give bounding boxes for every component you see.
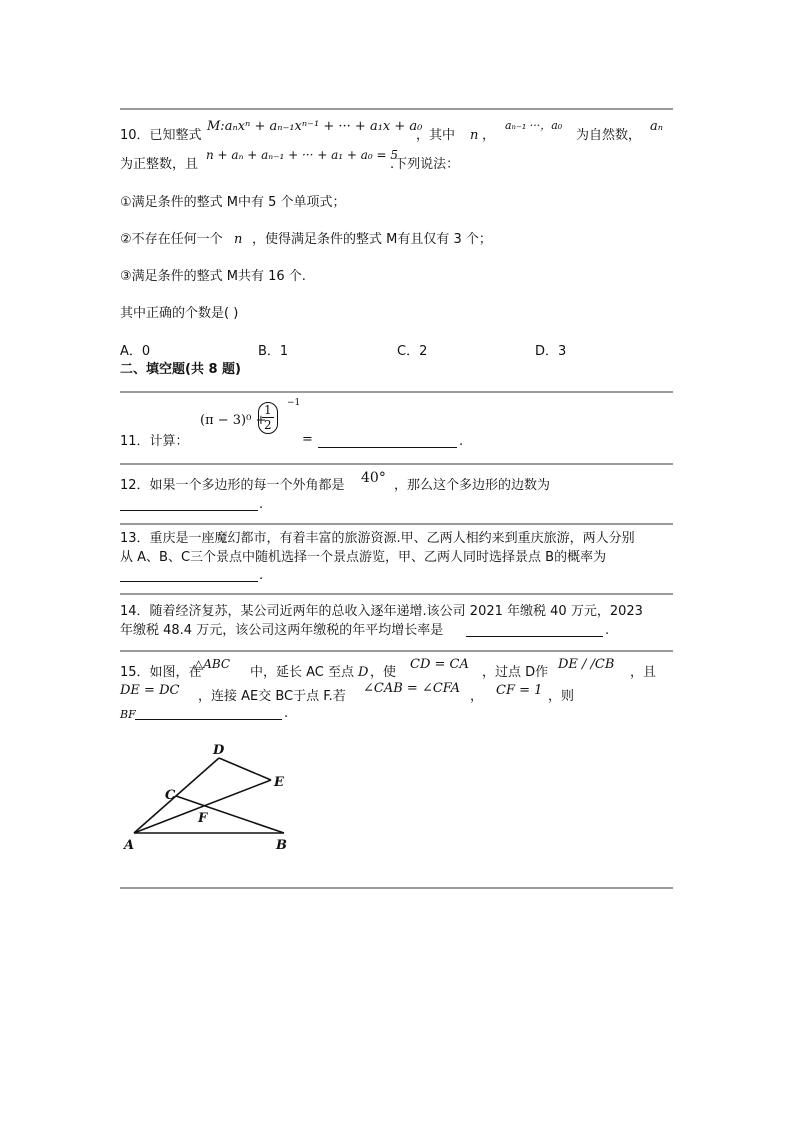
label-e: E [274, 775, 284, 790]
q10-statement-2b: ，使得满足条件的整式 M有且仅有 3 个； [252, 232, 492, 247]
q11-label: 11．计算： [120, 434, 189, 449]
q10-option-a[interactable]: A．0 [120, 344, 151, 359]
q10-following: .下列说法： [390, 157, 460, 172]
label-b: B [276, 838, 287, 853]
segment-de [219, 758, 271, 780]
q10-option-b[interactable]: B．1 [258, 344, 289, 359]
q13-line-2: 从 A、B、C三个景点中随机选择一个景点游览，甲、乙两人同时选择景点 B的概率为 [120, 550, 607, 565]
q10-option-c[interactable]: C．2 [397, 344, 428, 359]
q15-cond-cf: CF = 1 [496, 683, 543, 698]
q11-answer-blank[interactable] [318, 447, 457, 448]
q15-make: ，使 [370, 665, 397, 680]
q15-comma: ， [470, 689, 484, 704]
q13-answer-blank[interactable] [120, 581, 258, 582]
q11-expr: (π − 3)⁰ + [200, 413, 267, 428]
q15-cond-de-dc: DE = DC [120, 683, 180, 698]
q10-formula-M: M:aₙxⁿ + aₙ₋₁xⁿ⁻¹ + ··· + a₁x + a₀ [207, 119, 423, 134]
label-f: F [198, 811, 208, 826]
q10-statement-2a: ②不存在任何一个 [120, 232, 223, 247]
q10-var-an: aₙ [650, 119, 664, 134]
q12-text-b: ，那么这个多边形的边数为 [394, 478, 551, 493]
q10-text-where: ，其中 [416, 128, 456, 143]
q15-cond-angles: ∠CAB = ∠CFA [363, 681, 461, 696]
q15-triangle: △ABC [194, 657, 231, 671]
q10-statement-3: ③满足条件的整式 M共有 16 个. [120, 269, 306, 284]
q15-connect: ，连接 AE交 BC于点 F.若 [198, 689, 346, 704]
divider-before-q15 [120, 650, 673, 652]
q11-fraction [258, 402, 278, 434]
q10-natural: 为自然数， [576, 128, 642, 143]
q11-period: . [459, 434, 464, 449]
label-c: C [165, 788, 176, 803]
q10-intro: 10．已知整式 [120, 128, 202, 143]
q14-answer-blank[interactable] [466, 636, 603, 637]
q13-line-1: 13．重庆是一座魔幻都市，有着丰富的旅游资源.甲、乙两人相约来到重庆旅游，两人分别 [120, 531, 635, 546]
q10-var-n: n [470, 128, 479, 143]
label-a: A [124, 838, 135, 853]
q15-period: . [284, 706, 289, 721]
q12-text: 12．如果一个多边形的每一个外角都是 [120, 478, 345, 493]
q10-ask: 其中正确的个数是( ) [120, 306, 239, 321]
q10-coeffs: aₙ₋₁ ···，a₀ [505, 119, 563, 132]
q15-geometry-figure [110, 740, 310, 860]
q15-through-d: ，过点 D作 [482, 665, 549, 680]
q15-bf: BF [120, 708, 136, 721]
q15-intro: 15．如图，在 [120, 665, 202, 680]
divider-before-q12 [120, 463, 673, 465]
segment-cb [176, 796, 284, 833]
q12-period: . [259, 497, 264, 512]
label-d: D [213, 743, 225, 758]
top-divider [120, 108, 673, 110]
q10-statement-1: ①满足条件的整式 M中有 5 个单项式； [120, 195, 346, 210]
q12-answer-blank[interactable] [120, 510, 258, 511]
q15-extend: 中，延长 AC 至点 [250, 665, 355, 680]
q10-option-d[interactable]: D．3 [535, 344, 567, 359]
q13-period: . [259, 568, 264, 583]
divider-before-q14 [120, 593, 673, 595]
q15-point-d: D [358, 665, 369, 680]
section-2-title: 二、填空题(共 8 题) [120, 362, 241, 377]
q14-line-2: 年缴税 48.4 万元，该公司这两年缴税的年平均增长率是 [120, 623, 444, 638]
q10-positive: 为正整数，且 [120, 157, 199, 172]
q11-exponent: −1 [287, 398, 301, 408]
divider-before-q11 [120, 391, 673, 393]
q10-statement-2-n: n [234, 232, 243, 247]
q15-answer-blank[interactable] [135, 719, 282, 720]
q14-period: . [605, 623, 610, 638]
bottom-divider [120, 887, 673, 889]
q15-cond-de-cb: DE / /CB [558, 657, 615, 672]
divider-before-q13 [120, 523, 673, 525]
q11-frac-denominator: 2 [264, 418, 272, 433]
q15-cond-cd-ca: CD = CA [410, 657, 469, 672]
q11-frac-numerator: 1 [264, 403, 272, 417]
q12-angle: 40° [361, 470, 386, 486]
q14-line-1: 14．随着经济复苏，某公司近两年的总收入逐年递增.该公司 2021 年缴税 40 万元，2023 [120, 604, 643, 619]
q15-and: ，且 [630, 665, 657, 680]
q10-condition: n + aₙ + aₙ₋₁ + ··· + a₁ + a₀ = 5 [206, 148, 399, 162]
q15-then: ，则 [548, 689, 575, 704]
q11-equals: = [302, 432, 313, 447]
q10-comma: ， [482, 128, 496, 143]
